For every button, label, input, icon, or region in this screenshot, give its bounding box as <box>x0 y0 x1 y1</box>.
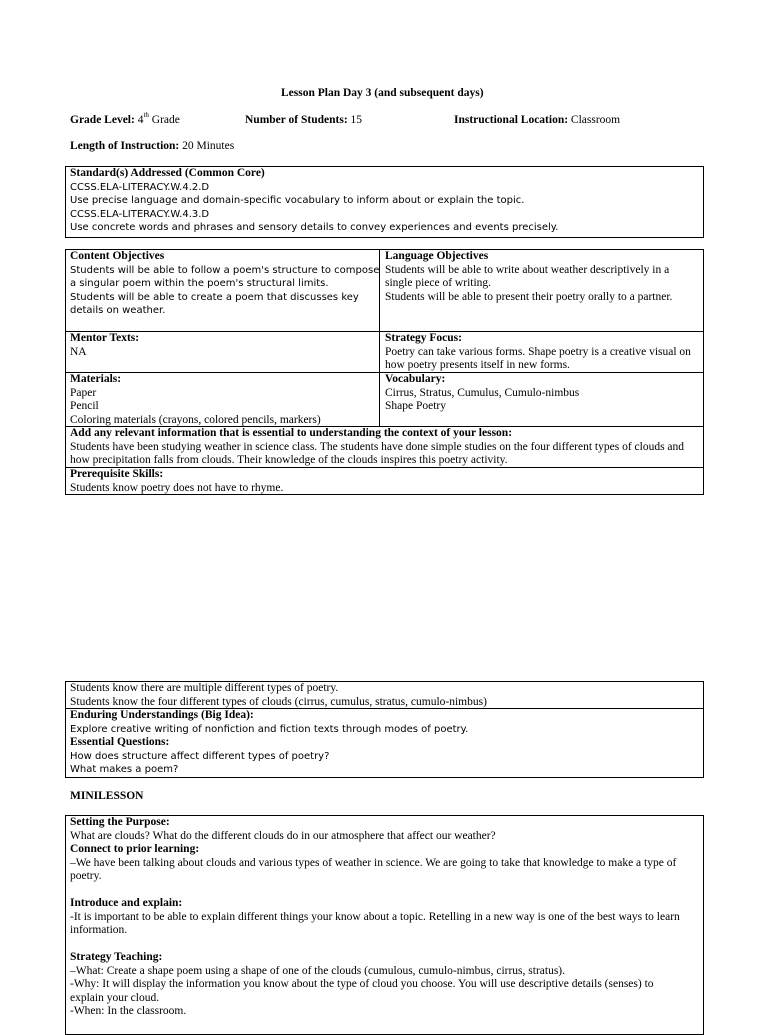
lesson-context <box>70 427 684 468</box>
page-title: Lesson Plan Day 3 (and subsequent days) <box>281 87 484 99</box>
grade-level-label: Grade Level: <box>70 114 135 126</box>
strategy-teaching-line: -When: In the classroom. <box>70 1005 187 1017</box>
strategy-teaching-line: –What: Create a shape poem using a shape of one of the clouds (cumulous, cumulo-nimbus, cirrus, stratus). <box>70 964 566 977</box>
grade-level-number: 4 <box>137 114 144 126</box>
materials-item: Pencil <box>70 400 99 412</box>
introduce-explain-heading: Introduce and explain: <box>70 897 183 909</box>
introduce-explain-line: -It is important to be able to explain different things your know about a topic. Retelling in a new way is one of the best ways to learn <box>70 910 680 923</box>
mentor-texts-heading: Mentor Texts: <box>70 332 140 344</box>
content-objective-line: details on weather. <box>70 305 166 316</box>
content-objective-line: Students will be able to follow a poem's structure to compose <box>70 264 380 276</box>
essential-questions-heading: Essential Questions: <box>70 736 170 748</box>
content-objectives <box>70 250 379 318</box>
introduce-explain-line: information. <box>70 924 128 936</box>
lesson-context-heading: Add any relevant information that is essential to understanding the context of your lesson: <box>70 427 513 439</box>
language-objective-line: Students will be able to present their poetry orally to a partner. <box>385 290 673 303</box>
language-objectives-heading: Language Objectives <box>385 250 489 262</box>
standard-text-2: Use concrete words and phrases and sensory details to convey experiences and events precisely. <box>70 222 559 233</box>
standard-text-1: Use precise language and domain-specific vocabulary to inform about or explain the topic. <box>70 195 525 206</box>
strategy-focus-line: Poetry can take various forms. Shape poetry is a creative visual on <box>385 345 691 358</box>
materials <box>70 373 321 427</box>
grade-level-sup: th <box>143 111 149 119</box>
language-objective-line: single piece of writing. <box>385 277 492 289</box>
location-value: Classroom <box>570 114 621 126</box>
language-objectives <box>385 250 672 304</box>
strategy-teaching-line: explain your cloud. <box>70 991 160 1004</box>
lesson-context-line: how precipitation falls from clouds. Their knowledge of the clouds inspires this poetry activity. <box>70 454 508 466</box>
prerequisite-continued <box>70 682 487 709</box>
standard-code-1: CCSS.ELA-LITERACY.W.4.2.D <box>70 181 210 193</box>
minilesson-heading: MINILESSON <box>70 790 144 802</box>
standards-content <box>70 167 558 235</box>
standards-heading: Standard(s) Addressed (Common Core) <box>70 167 265 179</box>
prerequisite-skill-line: Students know there are multiple different types of poetry. <box>70 682 339 694</box>
mentor-texts-value: NA <box>70 345 87 358</box>
materials-item: Paper <box>70 386 97 399</box>
setting-purpose-heading: Setting the Purpose: <box>70 816 170 828</box>
minilesson-content <box>70 816 680 1019</box>
essential-question-line: What makes a poem? <box>70 764 179 775</box>
strategy-focus <box>385 332 691 373</box>
vocabulary-line: Cirrus, Stratus, Cumulus, Cumulo-nimbus <box>385 386 580 399</box>
materials-item: Coloring materials (crayons, colored pencils, markers) <box>70 413 321 426</box>
students-value: 15 <box>350 114 363 126</box>
vocabulary-heading: Vocabulary: <box>385 373 446 385</box>
instructional-location <box>454 114 620 126</box>
enduring-understandings-heading: Enduring Understandings (Big Idea): <box>70 709 254 721</box>
prior-learning-line: poetry. <box>70 870 102 882</box>
grade-level <box>70 111 180 126</box>
length-label: Length of Instruction: <box>70 140 180 152</box>
content-objective-line: a singular poem within the poem's structural limits. <box>70 278 329 289</box>
prior-learning-line: –We have been talking about clouds and various types of weather in science. We are going to take that knowledge to make a type of <box>70 856 677 869</box>
location-label: Instructional Location: <box>454 114 569 126</box>
prerequisite-skill-line: Students know the four different types of clouds (cirrus, cumulus, stratus, cumulo-nimbus) <box>70 695 487 708</box>
language-objective-line: Students will be able to write about weather descriptively in a <box>385 263 670 276</box>
number-of-students <box>245 114 362 126</box>
prerequisite-skill-line: Students know poetry does not have to rhyme. <box>70 481 284 494</box>
length-of-instruction <box>70 140 234 152</box>
lesson-context-line: Students have been studying weather in science class. The students have done simple studies on the four different types of clouds and <box>70 440 685 453</box>
grade-level-suffix: Grade <box>151 114 180 126</box>
prior-learning-heading: Connect to prior learning: <box>70 843 200 855</box>
enduring-understandings-line: Explore creative writing of nonfiction and fiction texts through modes of poetry. <box>70 723 469 735</box>
materials-heading: Materials: <box>70 373 122 385</box>
strategy-focus-heading: Strategy Focus: <box>385 332 462 344</box>
standard-code-2: CCSS.ELA-LITERACY.W.4.3.D <box>70 208 210 220</box>
enduring-and-essential <box>70 709 468 777</box>
length-value: 20 Minutes <box>182 140 235 152</box>
strategy-focus-line: how poetry presents itself in new forms. <box>385 359 570 371</box>
prerequisite-skills <box>70 468 283 495</box>
strategy-teaching-heading: Strategy Teaching: <box>70 951 163 963</box>
setting-purpose-line: What are clouds? What do the different clouds do in our atmosphere that affect our weather? <box>70 829 496 842</box>
strategy-teaching-line: -Why: It will display the information you know about the type of cloud you choose. You will use descriptive details (senses) to <box>70 978 654 990</box>
prerequisite-skills-heading: Prerequisite Skills: <box>70 468 164 480</box>
essential-question-line: How does structure affect different types of poetry? <box>70 750 330 762</box>
content-objectives-heading: Content Objectives <box>70 250 165 262</box>
content-objective-line: Students will be able to create a poem that discusses key <box>70 291 359 303</box>
vocabulary <box>385 373 579 414</box>
vocabulary-line: Shape Poetry <box>385 400 447 412</box>
students-label: Number of Students: <box>245 114 348 126</box>
mentor-texts <box>70 332 139 359</box>
